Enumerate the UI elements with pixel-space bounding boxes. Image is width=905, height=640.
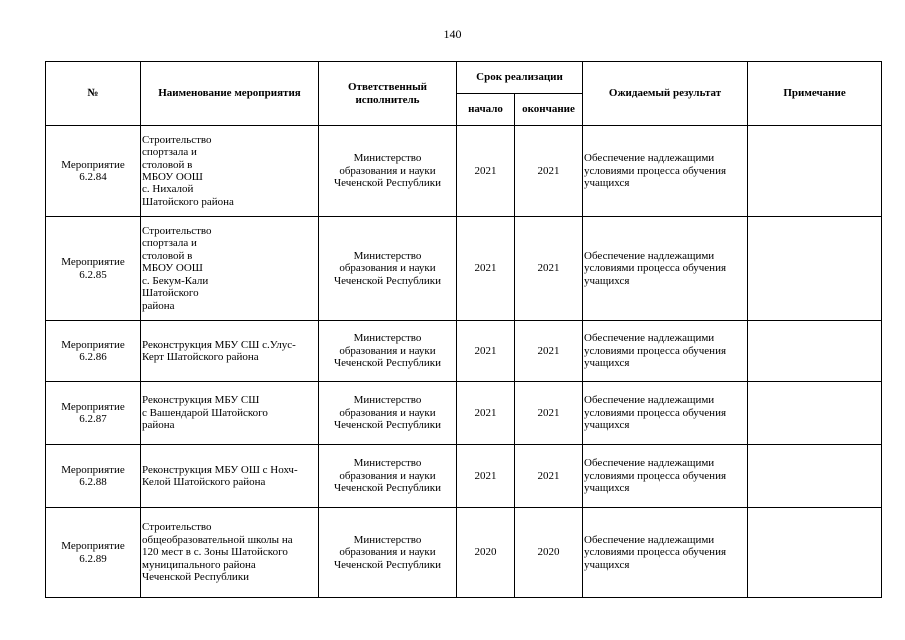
cell-name: Реконструкция МБУ ОШ с Нохч- Келой Шатойского района	[141, 445, 319, 508]
cell-end: 2021	[515, 321, 583, 382]
table-row	[46, 508, 882, 598]
page-number: 140	[443, 27, 462, 41]
cell-end: 2021	[515, 126, 583, 217]
cell-end: 2021	[515, 382, 583, 445]
cell-num: Мероприятие 6.2.87	[46, 382, 141, 445]
cell-start: 2021	[457, 445, 515, 508]
cell-responsible: Министерство образования и науки Чеченской Республики	[319, 217, 457, 321]
cell-start: 2021	[457, 382, 515, 445]
header-num: №	[46, 62, 141, 126]
cell-num: Мероприятие 6.2.86	[46, 321, 141, 382]
cell-num: Мероприятие 6.2.89	[46, 508, 141, 598]
cell-result: Обеспечение надлежащими условиями процесса обучения учащихся	[583, 508, 748, 598]
cell-result: Обеспечение надлежащими условиями процесса обучения учащихся	[583, 217, 748, 321]
table-row	[46, 445, 882, 508]
cell-note	[748, 508, 882, 598]
cell-note	[748, 126, 882, 217]
header-result: Ожидаемый результат	[583, 62, 748, 126]
cell-num: Мероприятие 6.2.85	[46, 217, 141, 321]
cell-num: Мероприятие 6.2.88	[46, 445, 141, 508]
cell-responsible: Министерство образования и науки Чеченской Республики	[319, 445, 457, 508]
cell-start: 2021	[457, 217, 515, 321]
cell-start: 2020	[457, 508, 515, 598]
cell-note	[748, 445, 882, 508]
cell-result: Обеспечение надлежащими условиями процесса обучения учащихся	[583, 445, 748, 508]
cell-end: 2021	[515, 445, 583, 508]
cell-responsible: Министерство образования и науки Чеченской Республики	[319, 321, 457, 382]
cell-name: Строительство спортзала и столовой в МБОУ ООШ с. Бекум-Кали Шатойского района	[141, 217, 319, 321]
cell-note	[748, 321, 882, 382]
cell-note	[748, 382, 882, 445]
table-row	[46, 126, 882, 217]
cell-responsible: Министерство образования и науки Чеченской Республики	[319, 508, 457, 598]
header-responsible: Ответственный исполнитель	[319, 62, 457, 126]
cell-result: Обеспечение надлежащими условиями процесса обучения учащихся	[583, 382, 748, 445]
cell-start: 2021	[457, 321, 515, 382]
table-row	[46, 382, 882, 445]
header-start: начало	[457, 94, 515, 126]
table-row	[46, 321, 882, 382]
cell-num: Мероприятие 6.2.84	[46, 126, 141, 217]
cell-name: Реконструкция МБУ СШ с Вашендарой Шатойского района	[141, 382, 319, 445]
cell-note	[748, 217, 882, 321]
header-name: Наименование мероприятия	[141, 62, 319, 126]
cell-name: Реконструкция МБУ СШ с.Улус- Керт Шатойского района	[141, 321, 319, 382]
header-note: Примечание	[748, 62, 882, 126]
table-header-row	[46, 62, 882, 94]
activities-table	[45, 61, 882, 598]
cell-result: Обеспечение надлежащими условиями процесса обучения учащихся	[583, 321, 748, 382]
cell-responsible: Министерство образования и науки Чеченской Республики	[319, 126, 457, 217]
table-row	[46, 217, 882, 321]
cell-responsible: Министерство образования и науки Чеченской Республики	[319, 382, 457, 445]
header-period: Срок реализации	[457, 62, 583, 94]
cell-name: Строительство общеобразовательной школы на 120 мест в с. Зоны Шатойского муниципального района Чеченской Республики	[141, 508, 319, 598]
cell-end: 2020	[515, 508, 583, 598]
header-end: окончание	[515, 94, 583, 126]
cell-name: Строительство спортзала и столовой в МБОУ ООШ с. Нихалой Шатойского района	[141, 126, 319, 217]
cell-start: 2021	[457, 126, 515, 217]
cell-end: 2021	[515, 217, 583, 321]
cell-result: Обеспечение надлежащими условиями процесса обучения учащихся	[583, 126, 748, 217]
